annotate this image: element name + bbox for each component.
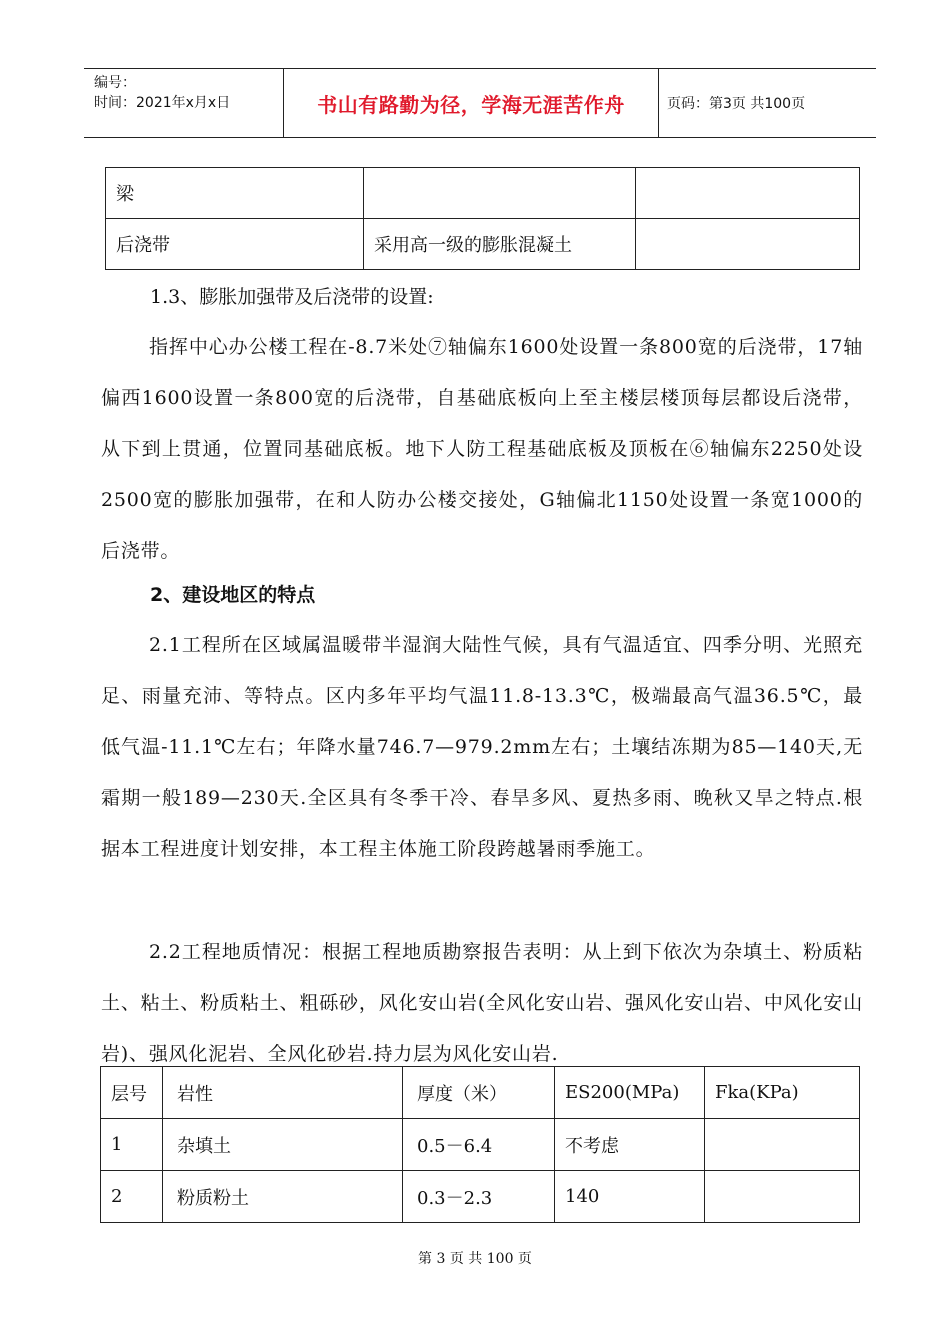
header-meta bbox=[84, 69, 284, 137]
table-cell: 后浇带 bbox=[106, 219, 364, 270]
table-cell: 采用高一级的膨胀混凝土 bbox=[364, 219, 636, 270]
table-cell bbox=[636, 168, 860, 219]
table-cell: 不考虑 bbox=[555, 1119, 705, 1171]
time-label: 时间：2021年x月x日 bbox=[94, 95, 231, 111]
table-cell bbox=[705, 1119, 860, 1171]
table-row bbox=[106, 168, 860, 219]
table-cell: 140 bbox=[555, 1171, 705, 1223]
section-1-3-paragraph: 指挥中心办公楼工程在-8.7米处⑦轴偏东1600处设置一条800宽的后浇带，17轴偏西1600设置一条800宽的后浇带，自基础底板向上至主楼层楼顶每层都设后浇带，从下到上贯通，位置同基础底板。地下人防工程基础底板及顶板在⑥轴偏东2250处设2500宽的膨胀加强带，在和人防办公楼交接处，G轴偏北1150处设置一条宽1000的后浇带。 bbox=[101, 336, 863, 562]
table-cell bbox=[705, 1171, 860, 1223]
page-header bbox=[84, 68, 876, 138]
table-cell bbox=[364, 168, 636, 219]
column-header: 厚度（米） bbox=[403, 1067, 555, 1119]
table-cell: 杂填土 bbox=[163, 1119, 403, 1171]
column-header: 岩性 bbox=[163, 1067, 403, 1119]
column-header: ES200(MPa) bbox=[555, 1067, 705, 1119]
table-cell: 0.3－2.3 bbox=[403, 1171, 555, 1223]
section-heading-1-3: 1.3、膨胀加强带及后浇带的设置: bbox=[150, 286, 434, 308]
table-cell: 2 bbox=[101, 1171, 163, 1223]
table-cell: 0.5－6.4 bbox=[403, 1119, 555, 1171]
table-row bbox=[101, 1119, 860, 1171]
geology-table bbox=[100, 1066, 860, 1223]
section-2-1-paragraph: 2.1工程所在区域属温暖带半湿润大陆性气候，具有气温适宜、四季分明、光照充足、雨量充沛、等特点。区内多年平均气温11.8-13.3℃，极端最高气温36.5℃，最低气温-11.1℃左右；年降水量746.7—979.2mm左右；土壤结冻期为85—140天,无霜期一般189—230天.全区具有冬季干冷、春旱多风、夏热多雨、晚秋又旱之特点.根据本工程进度计划安排，本工程主体施工阶段跨越暑雨季施工。 bbox=[101, 634, 863, 860]
table-row bbox=[106, 219, 860, 270]
table-header-row bbox=[101, 1067, 860, 1119]
number-label: 编号： bbox=[94, 75, 136, 91]
table-cell bbox=[636, 219, 860, 270]
header-motto: 书山有路勤为径，学海无涯苦作舟 bbox=[284, 69, 659, 137]
table-row bbox=[101, 1171, 860, 1223]
table-cell: 粉质粉土 bbox=[163, 1171, 403, 1223]
header-page-info: 页码：第3页 共100页 bbox=[667, 96, 806, 112]
page-footer: 第 3 页 共 100 页 bbox=[418, 1251, 532, 1267]
column-header: Fka(KPa) bbox=[705, 1067, 860, 1119]
materials-table bbox=[105, 167, 860, 270]
table-cell: 1 bbox=[101, 1119, 163, 1171]
table-cell: 梁 bbox=[106, 168, 364, 219]
column-header: 层号 bbox=[101, 1067, 163, 1119]
section-heading-2: 2、建设地区的特点 bbox=[150, 584, 316, 606]
section-2-2-paragraph: 2.2工程地质情况：根据工程地质勘察报告表明：从上到下依次为杂填土、粉质粘土、粘土、粉质粘土、粗砾砂，风化安山岩(全风化安山岩、强风化安山岩、中风化安山岩)、强风化泥岩、全风化砂岩.持力层为风化安山岩. bbox=[101, 941, 863, 1065]
